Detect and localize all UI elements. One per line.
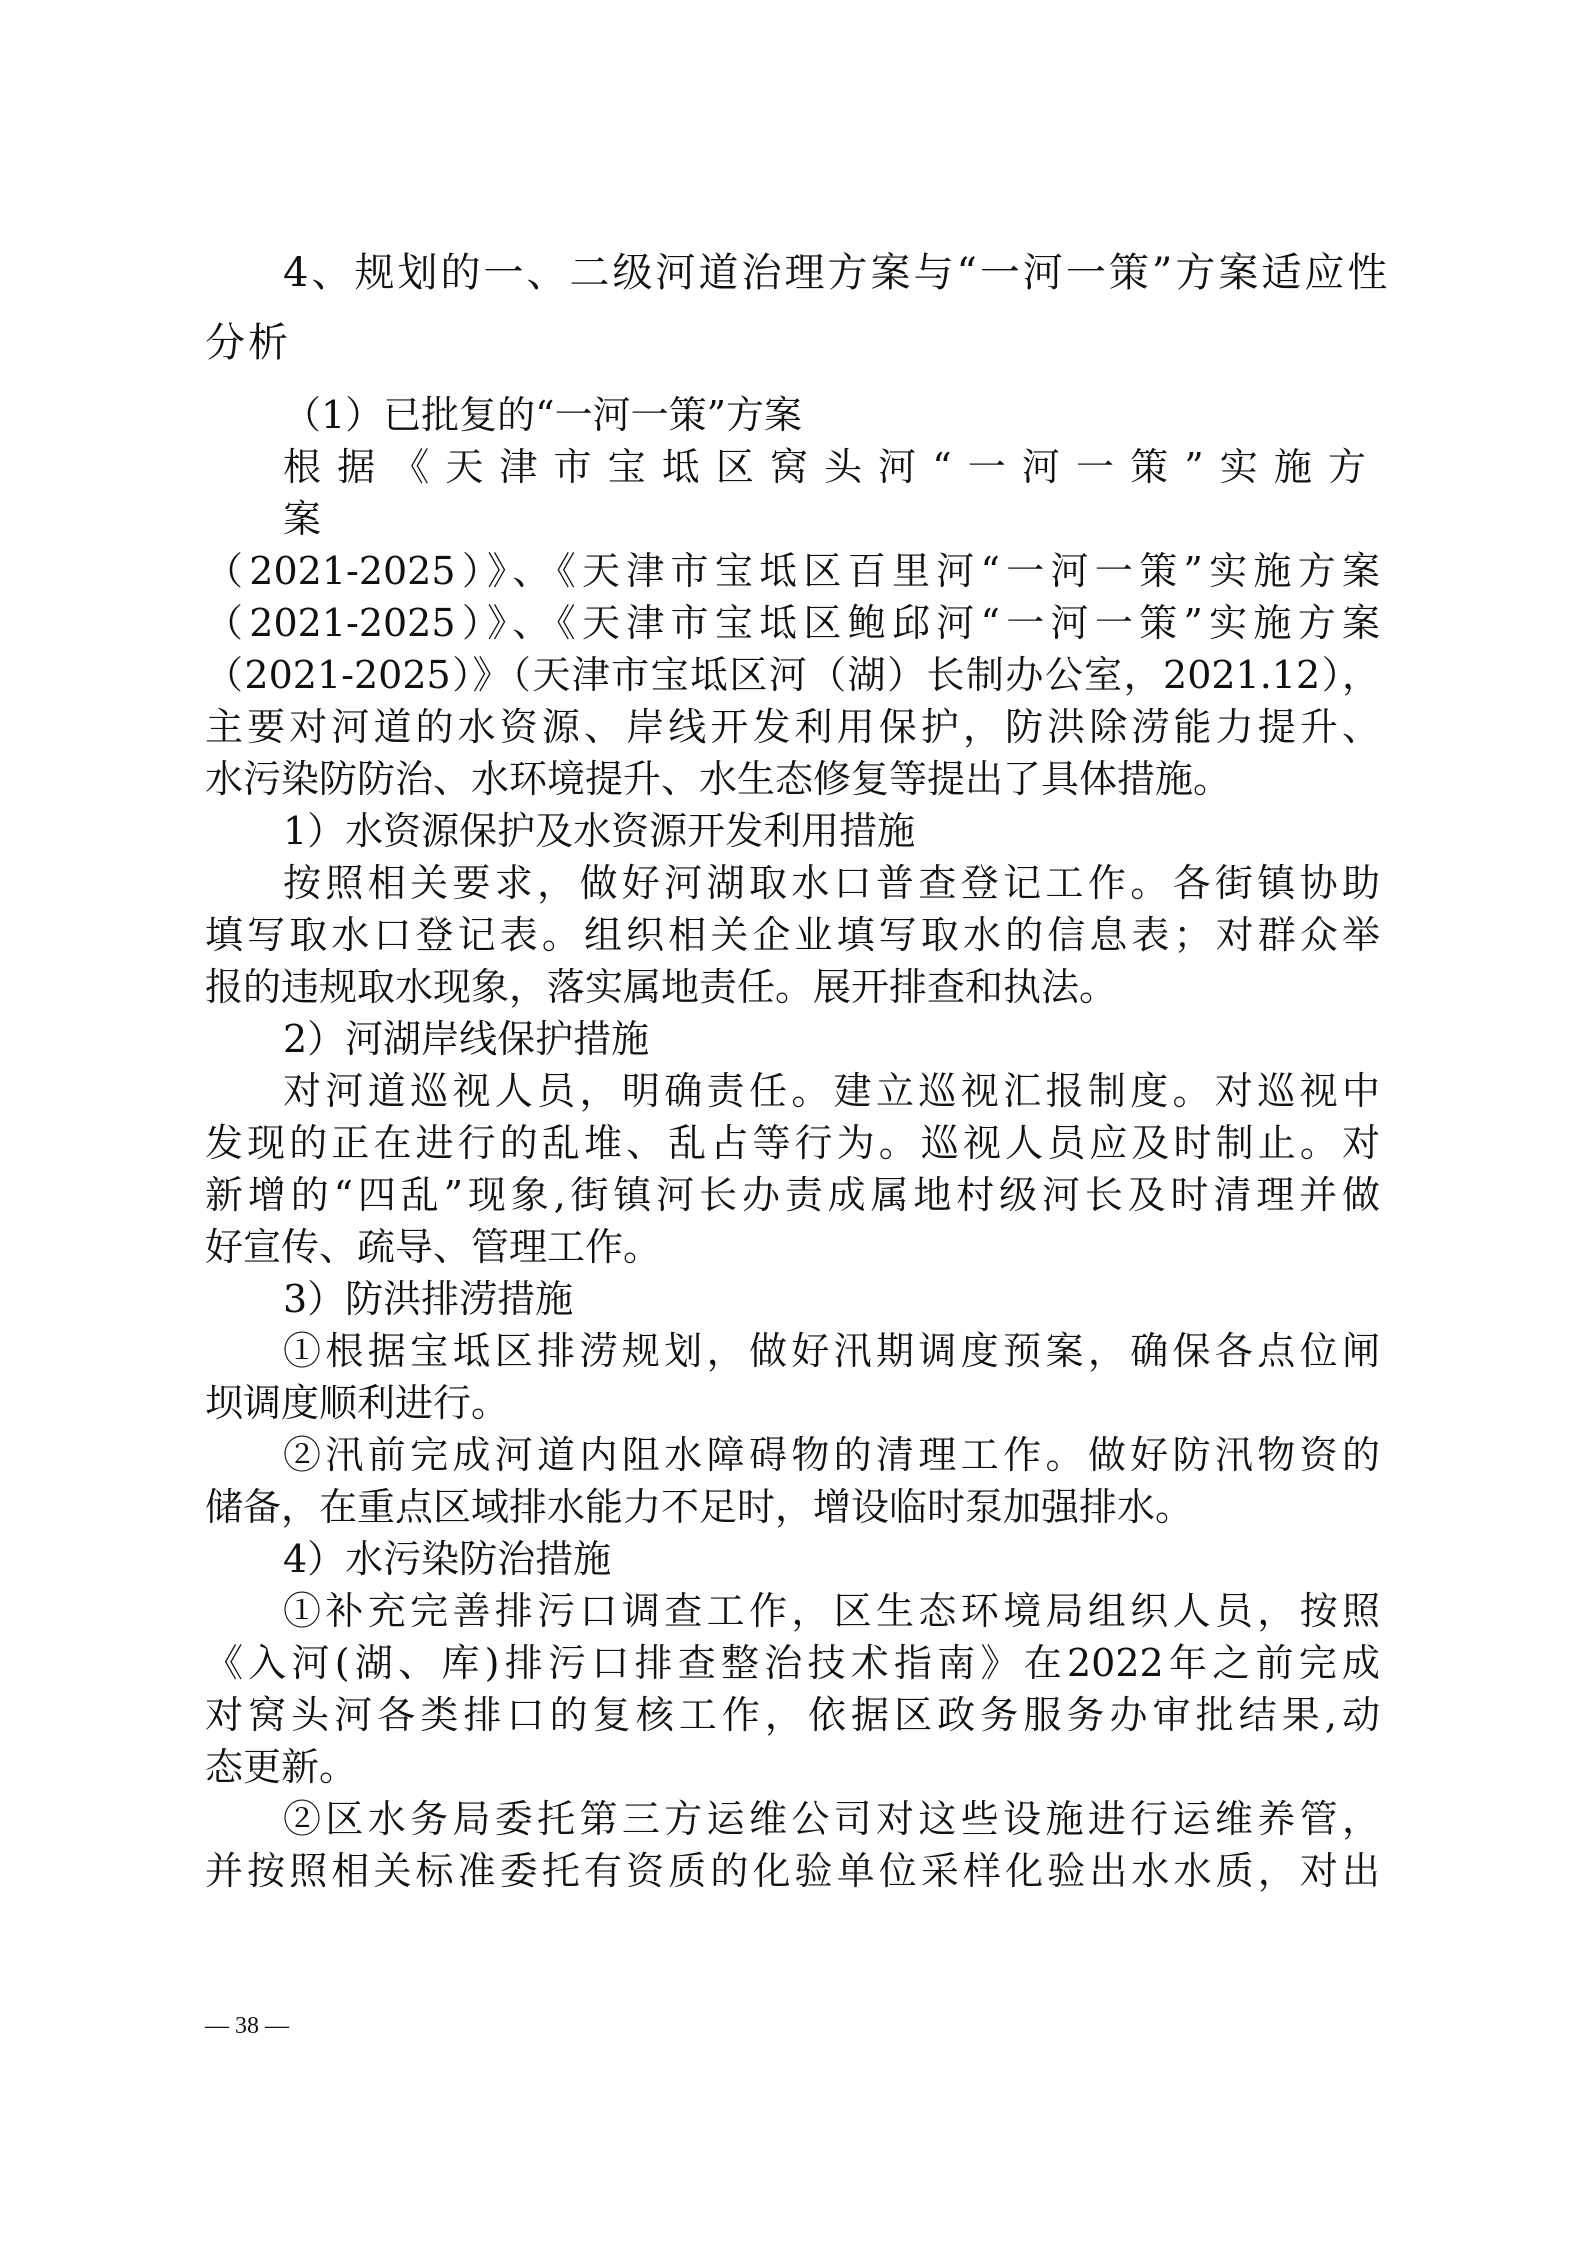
paragraph-line: 坝调度顺利进行。 [205, 1381, 510, 1425]
paragraph-line: 发现的正在进行的乱堆、乱占等行为。巡视人员应及时制止。对 [205, 1121, 1380, 1165]
paragraph-line: ①根据宝坻区排涝规划，做好汛期调度预案，确保各点位闸 [283, 1329, 1380, 1373]
paragraph-line: 水污染防防治、水环境提升、水生态修复等提出了具体措施。 [205, 757, 1232, 801]
paragraph-line: 根据《天津市宝坻区窝头河“一河一策”实施方案 [283, 445, 1380, 541]
paragraph-line: （2021-2025）》（天津市宝坻区河（湖）长制办公室，2021.12）， [205, 653, 1380, 697]
item4-title: 4）水污染防治措施 [283, 1537, 612, 1581]
document-body [205, 245, 1391, 1897]
paragraph-line: 对河道巡视人员，明确责任。建立巡视汇报制度。对巡视中 [283, 1069, 1380, 1113]
item4-paragraph-b [205, 1793, 1380, 1897]
paragraph-line: 主要对河道的水资源、岸线开发利用保护，防洪除涝能力提升、 [205, 705, 1380, 749]
paragraph-line: ①补充完善排污口调查工作，区生态环境局组织人员，按照 [283, 1589, 1380, 1633]
item4-paragraph-a [205, 1585, 1380, 1793]
paragraph-line: 《入河(湖、库)排污口排查整治技术指南》在2022年之前完成 [205, 1641, 1380, 1685]
paragraph-line: 填写取水口登记表。组织相关企业填写取水的信息表；对群众举 [205, 913, 1380, 957]
paragraph-line: 态更新。 [205, 1745, 358, 1789]
paragraph-line: 按照相关要求，做好河湖取水口普查登记工作。各街镇协助 [283, 861, 1380, 905]
intro-paragraph [205, 441, 1380, 805]
item2-title: 2）河湖岸线保护措施 [283, 1017, 650, 1061]
paragraph-line: 好宣传、疏导、管理工作。 [205, 1225, 662, 1269]
paragraph-line: 并按照相关标准委托有资质的化验单位采样化验出水水质，对出 [205, 1849, 1380, 1893]
paragraph-line: 对窝头河各类排口的复核工作，依据区政务服务办审批结果,动 [205, 1693, 1380, 1737]
item1-paragraph [205, 857, 1380, 1013]
paragraph-line: （2021-2025）》、《天津市宝坻区百里河“一河一策”实施方案 [205, 549, 1380, 593]
item2-paragraph [205, 1065, 1380, 1273]
item3-title: 3）防洪排涝措施 [283, 1277, 574, 1321]
item1-title: 1）水资源保护及水资源开发利用措施 [283, 809, 916, 853]
item3-paragraph-a [205, 1325, 1380, 1429]
page-number: — 38 — [205, 2013, 289, 2039]
paragraph-line: 新增的“四乱”现象,街镇河长办责成属地村级河长及时清理并做 [205, 1173, 1380, 1217]
section-heading-continuation: 分析 [205, 320, 291, 366]
paragraph-line: （2021-2025）》、《天津市宝坻区鲍邱河“一河一策”实施方案 [205, 601, 1380, 645]
paragraph-line: ②汛前完成河道内阻水障碍物的清理工作。做好防汛物资的 [283, 1433, 1380, 1477]
paragraph-line: 储备，在重点区域排水能力不足时，增设临时泵加强排水。 [205, 1485, 1194, 1529]
paragraph-line: ②区水务局委托第三方运维公司对这些设施进行运维养管， [283, 1797, 1380, 1841]
section-heading: 4、规划的一、二级河道治理方案与“一河一策”方案适应性 [283, 250, 1391, 296]
item3-paragraph-b [205, 1429, 1380, 1533]
paragraph-line: 报的违规取水现象，落实属地责任。展开排查和执法。 [205, 965, 1118, 1009]
subsection-title: （1）已批复的“一河一策”方案 [283, 393, 803, 437]
